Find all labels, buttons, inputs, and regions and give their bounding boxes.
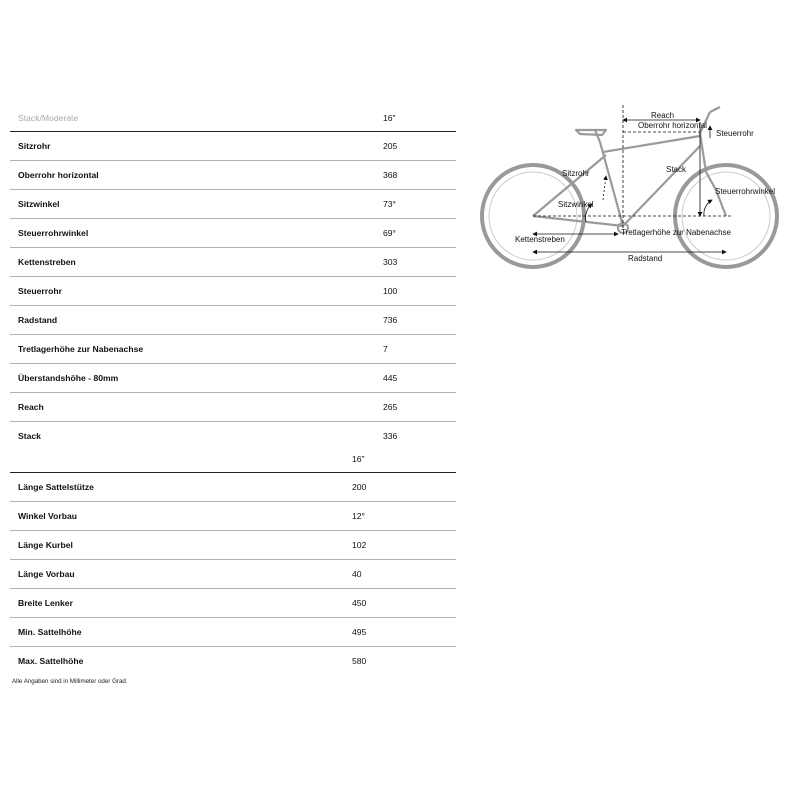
row-label: Tretlagerhöhe zur Nabenachse: [18, 344, 144, 354]
diagram-labels: [515, 111, 775, 263]
table-row: [10, 473, 456, 502]
footnote: Alle Angaben sind in Millimeter oder Grad.: [12, 678, 128, 685]
row-value: 580: [352, 656, 367, 666]
row-value: 736: [383, 315, 398, 325]
row-label: Stack: [18, 431, 41, 441]
row-value: 303: [383, 257, 398, 267]
table-row: [10, 502, 456, 531]
row-label: Kettenstreben: [18, 257, 76, 267]
bike-geometry-diagram: [478, 100, 788, 280]
table-row: [10, 531, 456, 560]
row-label: Sitzrohr: [18, 141, 51, 151]
geometry-table-header: [10, 104, 456, 132]
geometry-header-label: Stack/Moderate: [18, 113, 79, 123]
table-row: [10, 364, 456, 393]
row-label: Länge Vorbau: [18, 569, 75, 579]
row-label: Sitzwinkel: [18, 199, 60, 209]
row-value: 7: [383, 344, 388, 354]
row-label: Min. Sattelhöhe: [18, 627, 82, 637]
row-label: Länge Kurbel: [18, 540, 73, 550]
label-seat-angle: Sitzwinkel: [558, 200, 594, 209]
row-value: 200: [352, 482, 367, 492]
table-row: [10, 335, 456, 364]
row-label: Breite Lenker: [18, 598, 73, 608]
row-value: 102: [352, 540, 367, 550]
table-row: [10, 647, 456, 675]
row-value: 450: [352, 598, 367, 608]
row-label: Steuerrohrwinkel: [18, 228, 89, 238]
row-label: Steuerrohr: [18, 286, 62, 296]
table-row: [10, 560, 456, 589]
table-row: [10, 161, 456, 190]
table-row: [10, 248, 456, 277]
table-row: [10, 132, 456, 161]
row-label: Winkel Vorbau: [18, 511, 77, 521]
row-value: 73°: [383, 199, 396, 209]
label-stack: Stack: [666, 165, 687, 174]
row-value: 69°: [383, 228, 396, 238]
table-row: [10, 393, 456, 422]
label-bb-drop: Tretlagerhöhe zur Nabenachse: [621, 228, 731, 237]
label-seat-tube: Sitzrohr: [562, 169, 590, 178]
label-chainstays: Kettenstreben: [515, 235, 565, 244]
row-label: Überstandshöhe - 80mm: [18, 373, 119, 383]
row-value: 12°: [352, 511, 365, 521]
row-label: Reach: [18, 402, 44, 412]
row-value: 265: [383, 402, 398, 412]
row-label: Radstand: [18, 315, 58, 325]
table-row: [10, 589, 456, 618]
row-value: 445: [383, 373, 398, 383]
table-row: [10, 219, 456, 248]
label-head-angle: Steuerrohrwinkel: [715, 187, 776, 196]
row-value: 205: [383, 141, 398, 151]
label-wheelbase: Radstand: [628, 254, 663, 263]
row-value: 40: [352, 569, 362, 579]
row-value: 368: [383, 170, 398, 180]
geometry-header-size: 16": [383, 113, 396, 123]
geometry-table: [10, 104, 456, 450]
row-value: 336: [383, 431, 398, 441]
label-top-tube: Oberrohr horizontal: [638, 121, 707, 130]
row-value: 100: [383, 286, 398, 296]
components-table-header: [10, 445, 456, 473]
components-header-size: 16": [352, 454, 365, 464]
row-label: Länge Sattelstütze: [18, 482, 94, 492]
table-row: [10, 190, 456, 219]
table-row: [10, 618, 456, 647]
row-value: 495: [352, 627, 367, 637]
row-label: Oberrohr horizontal: [18, 170, 99, 180]
components-table: [10, 445, 456, 675]
table-row: [10, 277, 456, 306]
table-row: [10, 306, 456, 335]
row-label: Max. Sattelhöhe: [18, 656, 84, 666]
label-reach: Reach: [651, 111, 675, 120]
label-head-tube: Steuerrohr: [716, 129, 754, 138]
